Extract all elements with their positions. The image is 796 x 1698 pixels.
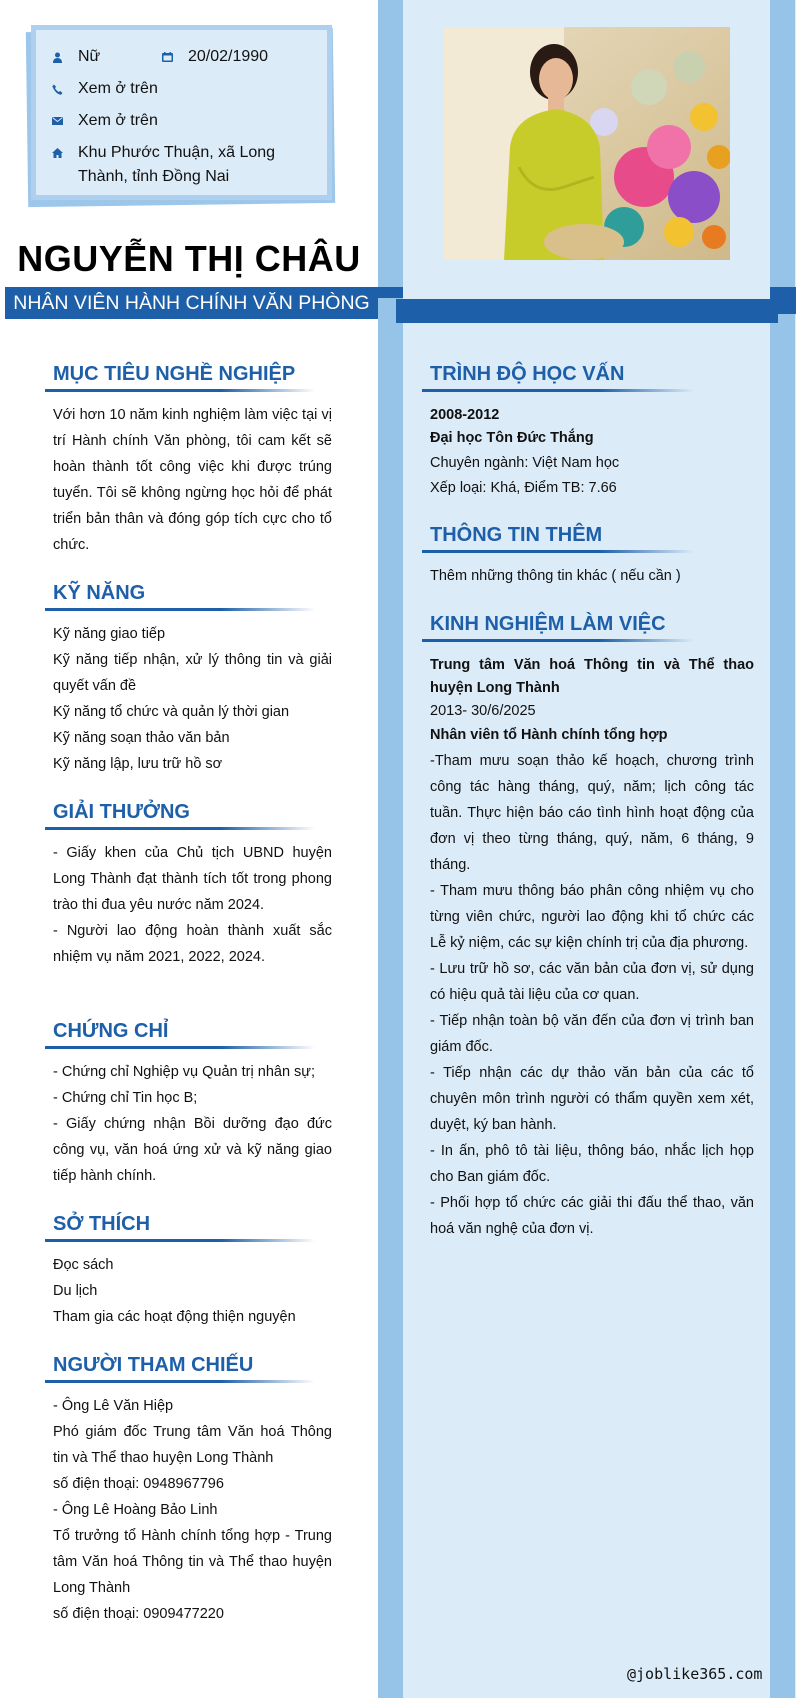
- candidate-name: NGUYỄN THỊ CHÂU: [17, 238, 361, 279]
- hobbies-heading: SỞ THÍCH: [53, 1213, 151, 1235]
- right-column-stripe-left: [378, 0, 403, 1698]
- list-item: - In ấn, phô tô tài liệu, thông báo, nhắc lịch họp cho Ban giám đốc.: [430, 1143, 754, 1185]
- list-item: Phó giám đốc Trung tâm Văn hoá Thông tin và Thể thao huyện Long Thành: [53, 1424, 332, 1466]
- objective-underline: [45, 389, 315, 392]
- gender-text: Nữ: [78, 48, 101, 65]
- objective-section: [45, 361, 332, 558]
- education-years: 2008-2012: [430, 407, 500, 423]
- hobbies-list: [53, 1252, 332, 1330]
- references-heading: NGƯỜI THAM CHIẾU: [53, 1354, 254, 1376]
- banner-right: [396, 299, 778, 323]
- list-item: - Chứng chỉ Tin học B;: [53, 1090, 198, 1106]
- list-item: - Ông Lê Hoàng Bảo Linh: [53, 1502, 218, 1518]
- address-text: Khu Phước Thuận, xã Long Thành, tỉnh Đồng Nai: [78, 144, 276, 185]
- hobbies-section: [45, 1211, 332, 1330]
- list-item: - Giấy khen của Chủ tịch UBND huyện Long Thành đạt thành tích tốt trong phong trào thi đua yêu nước năm 2024.: [53, 845, 332, 913]
- job-title-banner: NHÂN VIÊN HÀNH CHÍNH VĂN PHÒNG: [5, 287, 378, 319]
- references-list: [53, 1393, 332, 1627]
- references-underline: [45, 1380, 315, 1383]
- skills-heading: KỸ NĂNG: [53, 582, 146, 604]
- envelope-icon: [50, 109, 64, 133]
- birthday-row: [160, 45, 268, 69]
- skills-underline: [45, 608, 315, 611]
- list-item: - Chứng chỉ Nghiệp vụ Quản trị nhân sự;: [53, 1064, 316, 1080]
- education-underline: [422, 389, 694, 392]
- extra-info-heading: THÔNG TIN THÊM: [430, 524, 603, 546]
- education-body: [430, 404, 754, 500]
- person-icon: [50, 45, 64, 69]
- skills-list: [53, 621, 332, 777]
- gender-row: [50, 45, 100, 69]
- awards-heading: GIẢI THƯỞNG: [53, 801, 190, 823]
- list-item: - Lưu trữ hồ sơ, các văn bản của đơn vị, sử dụng có hiệu quả tài liệu của cơ quan.: [430, 961, 754, 1003]
- phone-row: [50, 77, 158, 101]
- banner-right-edge: [770, 287, 796, 314]
- certificates-underline: [45, 1046, 315, 1049]
- birthday-text: 20/02/1990: [188, 48, 269, 65]
- certificates-heading: CHỨNG CHỈ: [53, 1020, 169, 1042]
- banner-connector: [378, 287, 403, 298]
- list-item: -Tham mưu soạn thảo kế hoạch, chương trình công tác hàng tháng, quý, năm; lịch công tác tuần. Thực hiện báo cáo tình hình hoạt động của đơn vị theo từng tháng, quý, năm, 6 tháng, 9 tháng.: [430, 753, 754, 873]
- email-text: Xem ở trên: [78, 112, 158, 129]
- list-item: Kỹ năng tiếp nhận, xử lý thông tin và giải quyết vấn đề: [53, 652, 332, 694]
- list-item: số điện thoại: 0909477220: [53, 1606, 224, 1622]
- email-row: [50, 109, 158, 133]
- list-item: Kỹ năng tổ chức và quản lý thời gian: [53, 704, 290, 720]
- objective-text: Với hơn 10 năm kinh nghiệm làm việc tại vị trí Hành chính Văn phòng, tôi cam kết sẽ hoàn thành tốt công việc khi được trúng tuyển. Tôi sẽ không ngừng học hỏi để phát triển bản thân và đóng góp tích cực cho tổ chức.: [53, 407, 332, 553]
- phone-icon: [50, 77, 64, 101]
- contact-box: [31, 25, 332, 200]
- list-item: Kỹ năng soạn thảo văn bản: [53, 730, 230, 746]
- education-heading: TRÌNH ĐỘ HỌC VẤN: [430, 363, 625, 385]
- experience-section: [422, 611, 754, 1242]
- list-item: Du lịch: [53, 1283, 98, 1299]
- skills-section: [45, 580, 332, 777]
- experience-heading: KINH NGHIỆM LÀM VIỆC: [430, 613, 666, 635]
- extra-info-section: [422, 522, 754, 589]
- list-item: - Ông Lê Văn Hiệp: [53, 1398, 174, 1414]
- education-major: Chuyên ngành: Việt Nam học: [430, 455, 620, 471]
- list-item: số điện thoại: 0948967796: [53, 1476, 224, 1492]
- list-item: Kỹ năng lập, lưu trữ hồ sơ: [53, 756, 223, 772]
- right-column-stripe-right: [770, 0, 795, 1698]
- list-item: - Tham mưu thông báo phân công nhiệm vụ cho từng viên chức, người lao động khi tổ chức các Lễ kỷ niệm, các sự kiện chính trị của địa phương.: [430, 883, 754, 951]
- awards-section: [45, 799, 332, 970]
- awards-underline: [45, 827, 315, 830]
- calendar-icon: [160, 45, 174, 69]
- list-item: Kỹ năng giao tiếp: [53, 626, 166, 642]
- watermark: @joblike365.com: [627, 1665, 763, 1683]
- address-row: [50, 141, 315, 189]
- objective-heading: MỤC TIÊU NGHỀ NGHIỆP: [53, 363, 296, 385]
- phone-text: Xem ở trên: [78, 80, 158, 97]
- list-item: Tham gia các hoạt động thiện nguyện: [53, 1309, 296, 1325]
- list-item: Đọc sách: [53, 1257, 114, 1273]
- extra-info-text: Thêm những thông tin khác ( nếu cần ): [430, 568, 681, 584]
- home-icon: [50, 141, 64, 165]
- experience-underline: [422, 639, 694, 642]
- experience-body: [430, 654, 754, 1242]
- extra-info-underline: [422, 550, 694, 553]
- list-item: - Tiếp nhận các dự thảo văn bản của các tổ chuyên môn trình người có thẩm quyền xem xét, duyệt, ký ban hành.: [430, 1065, 754, 1133]
- list-item: - Phối hợp tổ chức các giải thi đấu thể thao, văn hoá văn nghệ của đơn vị.: [430, 1195, 754, 1237]
- experience-period: 2013- 30/6/2025: [430, 703, 536, 719]
- awards-list: [53, 840, 332, 970]
- profile-photo: [444, 27, 730, 260]
- list-item: - Người lao động hoàn thành xuất sắc nhiệm vụ năm 2021, 2022, 2024.: [53, 923, 332, 965]
- education-grade: Xếp loại: Khá, Điểm TB: 7.66: [430, 480, 617, 496]
- hobbies-underline: [45, 1239, 315, 1242]
- education-section: [422, 361, 754, 500]
- list-item: Tổ trưởng tổ Hành chính tổng hợp - Trung tâm Văn hoá Thông tin và Thể thao huyện Long Thành: [53, 1528, 332, 1596]
- certificates-list: [53, 1059, 332, 1189]
- experience-position: Nhân viên tổ Hành chính tổng hợp: [430, 727, 668, 743]
- list-item: - Tiếp nhận toàn bộ văn đến của đơn vị trình ban giám đốc.: [430, 1013, 754, 1055]
- experience-company: Trung tâm Văn hoá Thông tin và Thể thao huyện Long Thành: [430, 657, 754, 696]
- references-section: [45, 1352, 332, 1627]
- list-item: - Giấy chứng nhận Bồi dưỡng đạo đức công vụ, văn hoá ứng xử và kỹ năng giao tiếp hành chính.: [53, 1116, 332, 1184]
- education-school: Đại học Tôn Đức Thắng: [430, 430, 594, 446]
- certificates-section: [45, 1018, 332, 1189]
